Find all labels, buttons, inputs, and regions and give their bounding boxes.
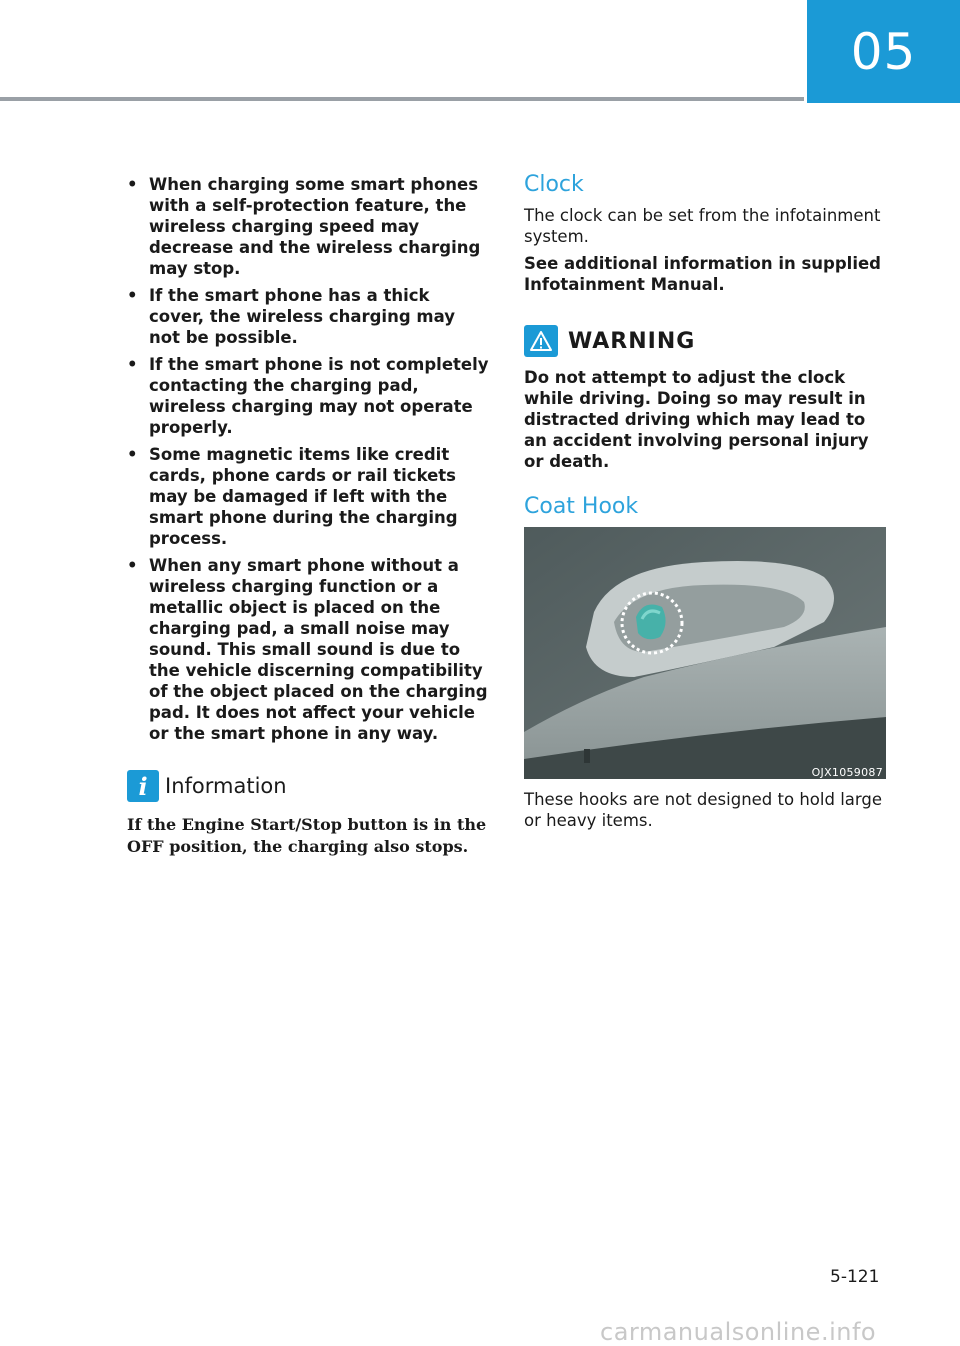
watermark: carmanualsonline.info <box>600 1318 877 1346</box>
information-header <box>127 770 489 802</box>
header-rule <box>0 97 804 101</box>
info-icon <box>127 770 159 802</box>
list-item-text: When any smart phone without a wireless charging function or a metallic object is placed on the charging pad, a small noise may sound. This small sound is due to the vehicle discerning compatibility of the object placed on the charging pad. It does not affect your vehicle or the smart phone in any way. <box>149 556 488 743</box>
list-item-text: Some magnetic items like credit cards, phone cards or rail tickets may be damaged if left with the smart phone during the charging process. <box>149 445 458 548</box>
bullet-dot: • <box>127 445 138 464</box>
left-column <box>127 174 489 858</box>
bullet-dot: • <box>127 556 138 575</box>
list-item-text: If the smart phone has a thick cover, the wireless charging may not be possible. <box>149 286 455 347</box>
warning-text: Do not attempt to adjust the clock while driving. Doing so may result in distracted driving which may lead to an accident involving personal injury or death. <box>524 368 869 471</box>
clock-title: Clock <box>524 172 584 197</box>
bullet-list <box>127 174 489 744</box>
information-text: If the Engine Start/Stop button is in the OFF position, the charging also stops. <box>127 815 487 856</box>
page-number: 5-121 <box>830 1267 880 1287</box>
list-item <box>127 555 489 744</box>
list-item <box>127 354 489 438</box>
bullet-dot: • <box>127 286 138 305</box>
clock-text: The clock can be set from the infotainment system. <box>524 206 881 246</box>
warning-title: WARNING <box>568 328 696 354</box>
bullet-dot: • <box>127 175 138 194</box>
list-item-text: When charging some smart phones with a self-protection feature, the wireless charging speed may decrease and the wireless charging may stop. <box>149 175 481 278</box>
clock-manual-note: See additional information in supplied Infotainment Manual. <box>524 254 881 294</box>
list-item <box>127 174 489 279</box>
list-item <box>127 444 489 549</box>
bullet-dot: • <box>127 355 138 374</box>
figure-code: OJX1059087 <box>811 766 883 779</box>
chapter-number: 05 <box>850 22 917 81</box>
information-title: Information <box>165 774 287 798</box>
coat-hook-text: These hooks are not designed to hold large or heavy items. <box>524 790 883 830</box>
coat-hook-title: Coat Hook <box>524 494 639 519</box>
warning-header <box>524 325 886 357</box>
coat-hook-illustration <box>524 527 886 779</box>
info-icon-glyph: i <box>138 771 148 801</box>
list-item <box>127 285 489 348</box>
list-item-text: If the smart phone is not completely contacting the charging pad, wireless charging may not operate properly. <box>149 355 489 437</box>
warning-triangle-icon <box>524 325 558 357</box>
chapter-tab <box>807 0 960 103</box>
right-column <box>524 172 886 837</box>
